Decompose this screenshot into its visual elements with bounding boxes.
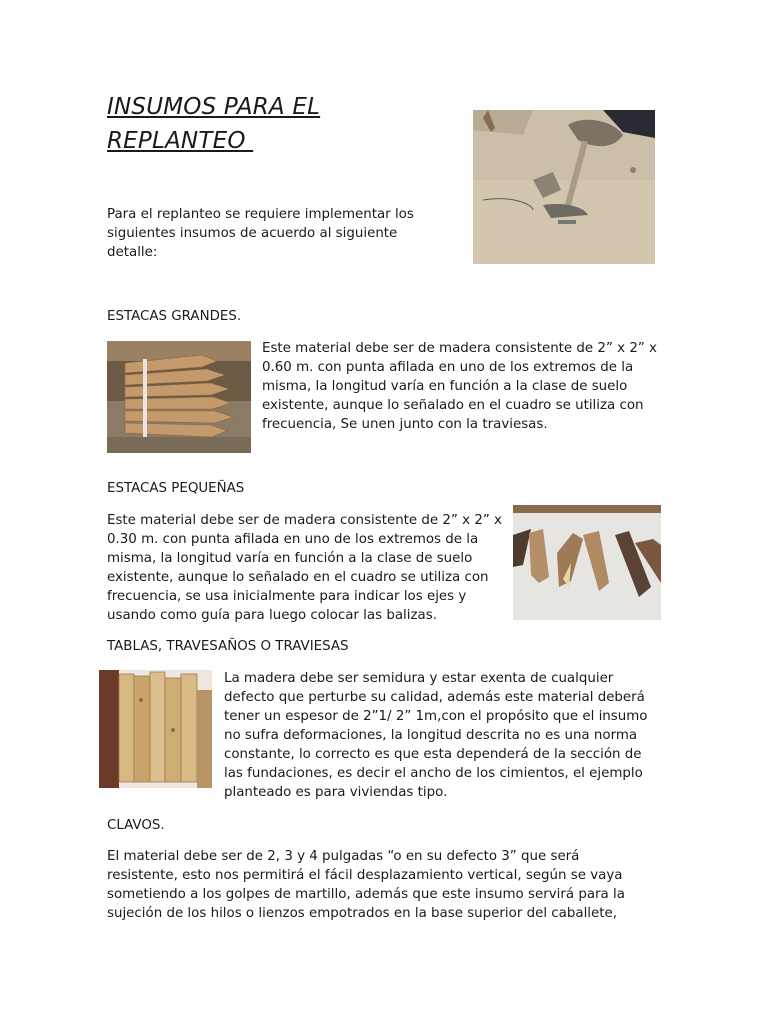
page-title: INSUMOS PARA EL REPLANTEO [107,94,321,154]
estacas-pequenas-text: Este material debe ser de madera consistente de 2” x 2” x 0.30 m. con punta afilada en uno de los extremos de la misma, la longitud varía en función a la clase de suelo existente, aunque lo señalado en el cuadro se utiliza con frecuencia, se usa inicialmente para indicar los ejes y usando como guía para luego colocar las balizas. [107,513,502,623]
tablas-text: La madera debe ser semidura y estar exenta de cualquier defecto que perturbe su calidad, además este material deberá tener un espesor de 2”1/ 2” 1m,con el propósito que el insumo no sufra deformaciones, la longitud descrita no es una norma constante, lo correcto es que esta dependerá de la sección de las fundaciones, es decir el ancho de los cimientos, el ejemplo planteado es para viviendas tipo. [224,671,648,800]
tablas-photo [99,670,212,788]
section-heading-estacas-pequenas: ESTACAS PEQUEÑAS [107,481,245,496]
clavos-text: El material debe ser de 2, 3 y 4 pulgadas “o en su defecto 3” que será resistente, esto nos permitirá el fácil desplazamiento vertical, según se vaya sometiendo a los golpes de martillo, además que este insumo servirá para la sujeción de los hilos o lienzos empotrados en la base superior del caballete, [107,849,625,921]
replanteo-photo [473,110,655,264]
intro-paragraph: Para el replanteo se requiere implementar los siguientes insumos de acuerdo al siguiente detalle: [107,207,414,260]
estacas-pequenas-photo [513,505,661,620]
estacas-grandes-photo [107,341,251,453]
estacas-grandes-text: Este material debe ser de madera consistente de 2” x 2” x 0.60 m. con punta afilada en uno de los extremos de la misma, la longitud varía en función a la clase de suelo existente, aunque lo señalado en el cuadro se utiliza con frecuencia, Se unen junto con la traviesas. [262,341,657,432]
section-heading-tablas: TABLAS, TRAVESAÑOS O TRAVIESAS [107,639,349,654]
section-heading-estacas-grandes: ESTACAS GRANDES. [107,309,242,324]
section-heading-clavos: CLAVOS. [107,818,165,833]
